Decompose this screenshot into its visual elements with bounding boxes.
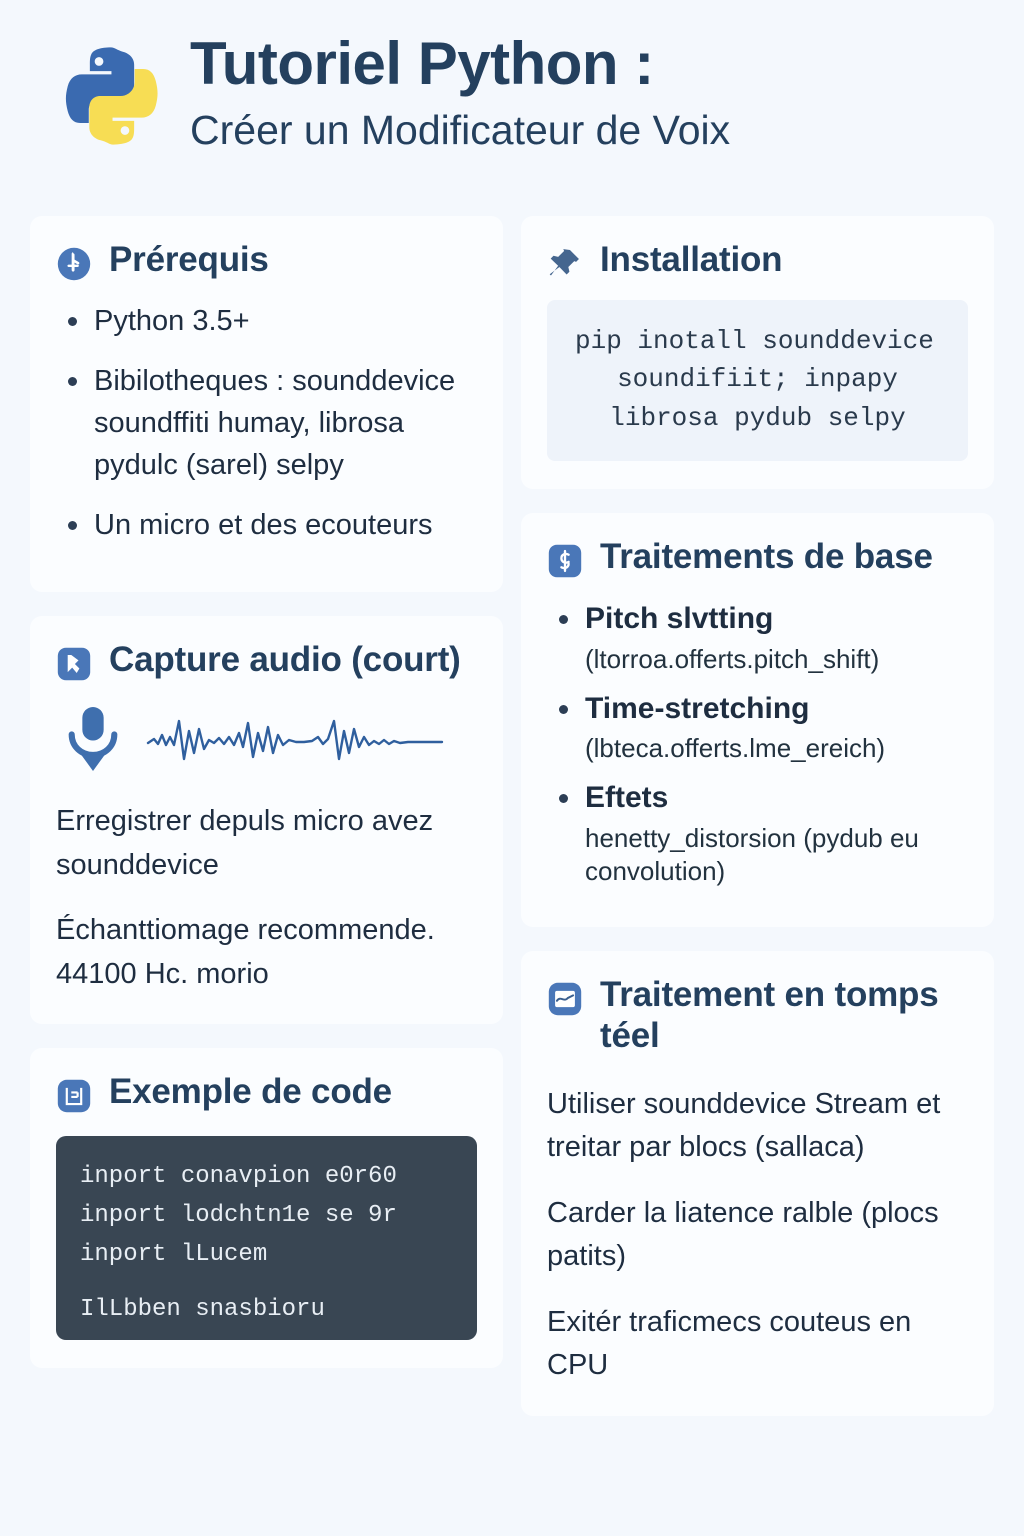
temps-reel-paragraph: Carder la liatence ralble (plocs patits) bbox=[547, 1196, 939, 1273]
list-item bbox=[547, 776, 968, 889]
microphone-icon bbox=[62, 704, 124, 774]
audio-waveform-icon bbox=[146, 709, 446, 769]
section-traitements-base bbox=[521, 513, 994, 927]
list-item bbox=[547, 597, 968, 676]
process-badge-icon bbox=[547, 543, 583, 579]
list-item: Un micro et des ecouteurs bbox=[56, 504, 477, 546]
capture-audio-paragraph: Erregistrer depuls micro avez sounddevice bbox=[56, 805, 434, 881]
stream-badge-icon bbox=[547, 981, 583, 1017]
capture-audio-media bbox=[62, 704, 477, 774]
install-command-block bbox=[547, 300, 968, 461]
code-line: inport lodchtn1e se 9r bbox=[80, 1202, 397, 1230]
traitements-base-list bbox=[547, 597, 968, 889]
list-item: Python 3.5+ bbox=[56, 300, 477, 342]
section-prerequis bbox=[30, 216, 503, 592]
capture-audio-title: Capture audio (court) bbox=[109, 640, 461, 680]
page-subtitle: Créer un Modificateur de Voix bbox=[190, 107, 731, 153]
section-exemple-code bbox=[30, 1048, 503, 1368]
code-line-blank bbox=[80, 1275, 453, 1291]
temps-reel-heading bbox=[547, 975, 968, 1057]
page-header bbox=[0, 0, 1024, 200]
traitements-base-title: Traitements de base bbox=[600, 537, 933, 577]
install-command-line: pip inotall sounddevice bbox=[575, 326, 934, 356]
install-command-line: soundifiit; inpapy bbox=[617, 364, 898, 395]
section-installation bbox=[521, 216, 994, 489]
right-column bbox=[521, 208, 994, 1416]
temps-reel-paragraph: Utiliser sounddevice Stream et treitar par blocs (sallaca) bbox=[547, 1087, 941, 1164]
capture-badge-icon bbox=[56, 646, 92, 682]
code-block bbox=[56, 1136, 477, 1340]
code-line: inport lLucem bbox=[80, 1240, 268, 1268]
prerequis-list bbox=[56, 300, 477, 546]
python-logo bbox=[58, 40, 166, 152]
code-line: IlLbben snasbioru bbox=[80, 1295, 325, 1323]
plug-badge-icon bbox=[56, 246, 92, 282]
install-command-line: librosa pydub selpy bbox=[609, 402, 906, 433]
section-capture-audio bbox=[30, 616, 503, 1024]
item-label: Eftets bbox=[585, 781, 669, 814]
left-column bbox=[30, 208, 503, 1368]
list-item bbox=[547, 687, 968, 766]
installation-title: Installation bbox=[600, 240, 783, 279]
item-note: henetty_distorsion (pydub eu convolution) bbox=[585, 822, 919, 887]
item-label: Pitch slvtting bbox=[585, 602, 774, 636]
list-item: Bibilotheques : sounddevice soundffiti humay, librosa pydulc (sarel) selpy bbox=[56, 360, 477, 486]
code-badge-icon bbox=[56, 1078, 92, 1114]
item-note: (ltorroa.offerts.pitch_shift) bbox=[585, 643, 880, 674]
traitements-base-heading bbox=[547, 537, 968, 579]
pushpin-icon bbox=[547, 246, 583, 282]
prerequis-title: Prérequis bbox=[109, 240, 269, 279]
exemple-code-title: Exemple de code bbox=[109, 1072, 392, 1112]
installation-heading bbox=[547, 240, 968, 282]
prerequis-heading bbox=[56, 240, 477, 282]
temps-reel-title: Traitement en tomps téel bbox=[600, 975, 939, 1056]
temps-reel-paragraph: Exitér traficmecs couteus en CPU bbox=[547, 1305, 912, 1382]
content-columns bbox=[0, 200, 1024, 1416]
header-titles bbox=[190, 26, 990, 154]
item-label: Time-stretching bbox=[585, 691, 810, 725]
item-note: (lbteca.offerts.lme_ereich) bbox=[585, 733, 886, 764]
code-line: inport conavpion e0r60 bbox=[80, 1163, 397, 1191]
exemple-code-heading bbox=[56, 1072, 477, 1114]
section-temps-reel bbox=[521, 951, 994, 1416]
capture-audio-paragraph: Échanttiomage recommende. 44100 Hc. morio bbox=[56, 914, 435, 990]
page-title: Tutoriel Python : bbox=[190, 30, 654, 97]
capture-audio-heading bbox=[56, 640, 477, 682]
